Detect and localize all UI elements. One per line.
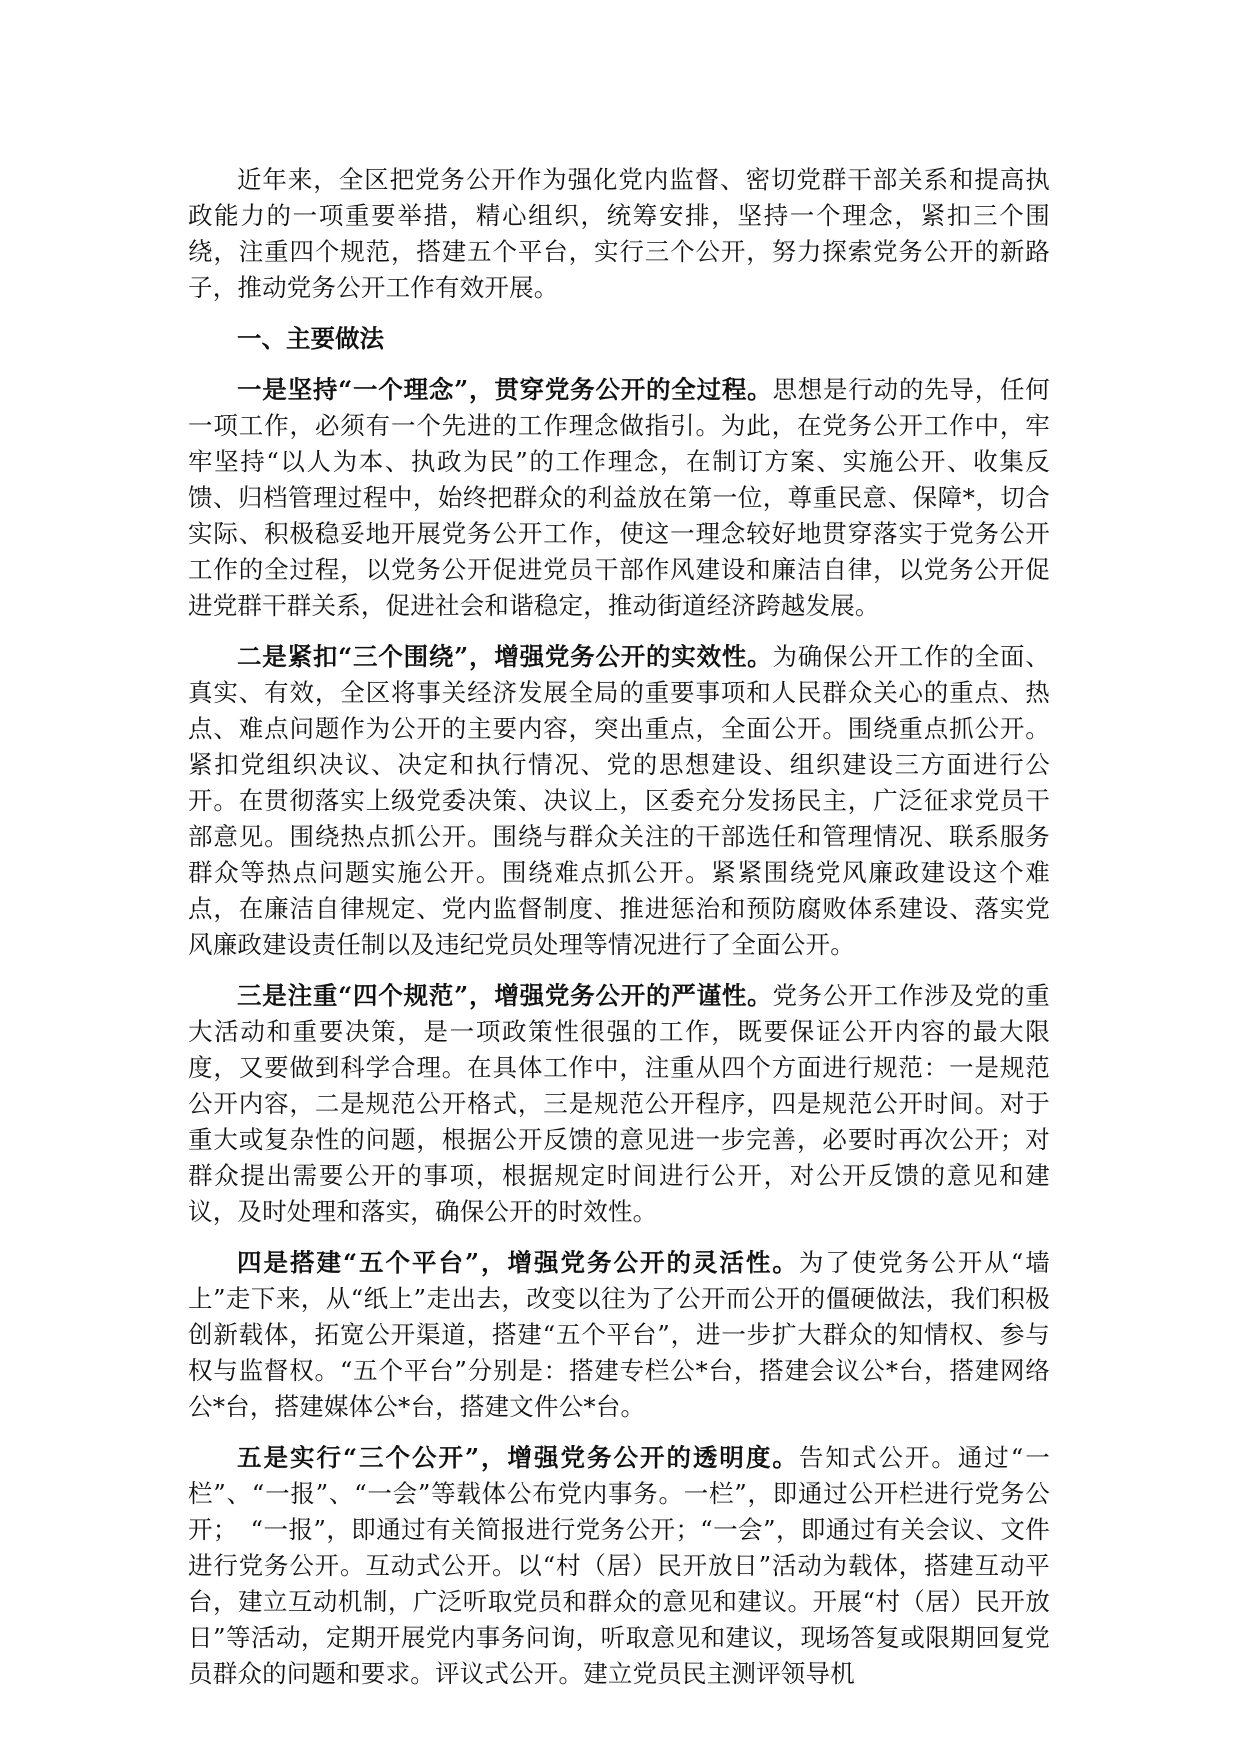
- paragraph-5-body: 告知式公开。通过“一栏”、“一报”、“一会”等载体公布党内事务。一栏”，即通过公开栏进行党务公开； “一报”，即通过有关简报进行党务公开；“一会”，即通过有关会议、文件进行党务公开。互动式公开。以“村（居）民开放日”活动为载体，搭建互动平台，建立互动机制，广泛听取党员和群众的意见和建议。开展“村（居）民开放日”等活动，定期开展党内事务问询，听取意见和建议，现场答复或限期回复党员群众的问题和要求。评议式公开。建立党员民主测评领导机: [188, 1443, 1050, 1688]
- paragraph-2: [188, 639, 1050, 963]
- paragraph-1-body: 思想是行动的先导，任何一项工作，必须有一个先进的工作理念做指引。为此，在党务公开工作中，牢牢坚持“以人为本、执政为民”的工作理念，在制订方案、实施公开、收集反馈、归档管理过程中，始终把群众的利益放在第一位，尊重民意、保障*，切合实际、积极稳妥地开展党务公开工作，使这一理念较好地贯穿落实于党务公开工作的全过程，以党务公开促进党员干部作风建设和廉洁自律，以党务公开促进党群干群关系，促进社会和谐稳定，推动街道经济跨越发展。: [188, 375, 1050, 620]
- paragraph-2-body: 为确保公开工作的全面、真实、有效，全区将事关经济发展全局的重要事项和人民群众关心的重点、热点、难点问题作为公开的主要内容，突出重点，全面公开。围绕重点抓公开。紧扣党组织决议、决定和执行情况、党的思想建设、组织建设三方面进行公开。在贯彻落实上级党委决策、决议上，区委充分发扬民主，广泛征求党员干部意见。围绕热点抓公开。围绕与群众关注的干部选任和管理情况、联系服务群众等热点问题实施公开。围绕难点抓公开。紧紧围绕党风廉政建设这个难点，在廉洁自律规定、党内监督制度、推进惩治和预防腐败体系建设、落实党风廉政建设责任制以及违纪党员处理等情况进行了全面公开。: [188, 642, 1050, 959]
- paragraph-5: [188, 1440, 1050, 1692]
- section-heading: 一、主要做法: [237, 324, 384, 353]
- paragraph-4-body: 为了使党务公开从“墙上”走下来，从“纸上”走出去，改变以往为了公开而公开的僵硬做法，我们积极创新载体，拓宽公开渠道，搭建“五个平台”，进一步扩大群众的知情权、参与权与监督权。“五个平台”分别是：搭建专栏公*台，搭建会议公*台，搭建网络公*台，搭建媒体公*台，搭建文件公*台。: [188, 1248, 1050, 1421]
- paragraph-2-lead: 二是紧扣“三个围绕”，增强党务公开的实效性。: [237, 642, 773, 671]
- paragraph-3-lead: 三是注重“四个规范”，增强党务公开的严谨性。: [237, 981, 773, 1010]
- paragraph-1: [188, 372, 1050, 624]
- paragraph-4: [188, 1245, 1050, 1425]
- intro-paragraph: 近年来，全区把党务公开作为强化党内监督、密切党群干部关系和提高执政能力的一项重要举措，精心组织，统筹安排，坚持一个理念，紧扣三个围绕，注重四个规范，搭建五个平台，实行三个公开，努力探索党务公开的新路子，推动党务公开工作有效开展。: [188, 165, 1050, 302]
- paragraph-3-body: 党务公开工作涉及党的重大活动和重要决策，是一项政策性很强的工作，既要保证公开内容的最大限度，又要做到科学合理。在具体工作中，注重从四个方面进行规范：一是规范公开内容，二是规范公开格式，三是规范公开程序，四是规范公开时间。对于重大或复杂性的问题，根据公开反馈的意见进一步完善，必要时再次公开；对群众提出需要公开的事项，根据规定时间进行公开，对公开反馈的意见和建议，及时处理和落实，确保公开的时效性。: [188, 981, 1050, 1226]
- paragraph-3: [188, 978, 1050, 1230]
- paragraph-1-lead: 一是坚持“一个理念”，贯穿党务公开的全过程。: [237, 375, 773, 404]
- document-body: [188, 162, 1050, 1707]
- paragraph-5-lead: 五是实行“三个公开”，增强党务公开的透明度。: [237, 1443, 799, 1472]
- paragraph-4-lead: 四是搭建“五个平台”，增强党务公开的灵活性。: [237, 1248, 799, 1277]
